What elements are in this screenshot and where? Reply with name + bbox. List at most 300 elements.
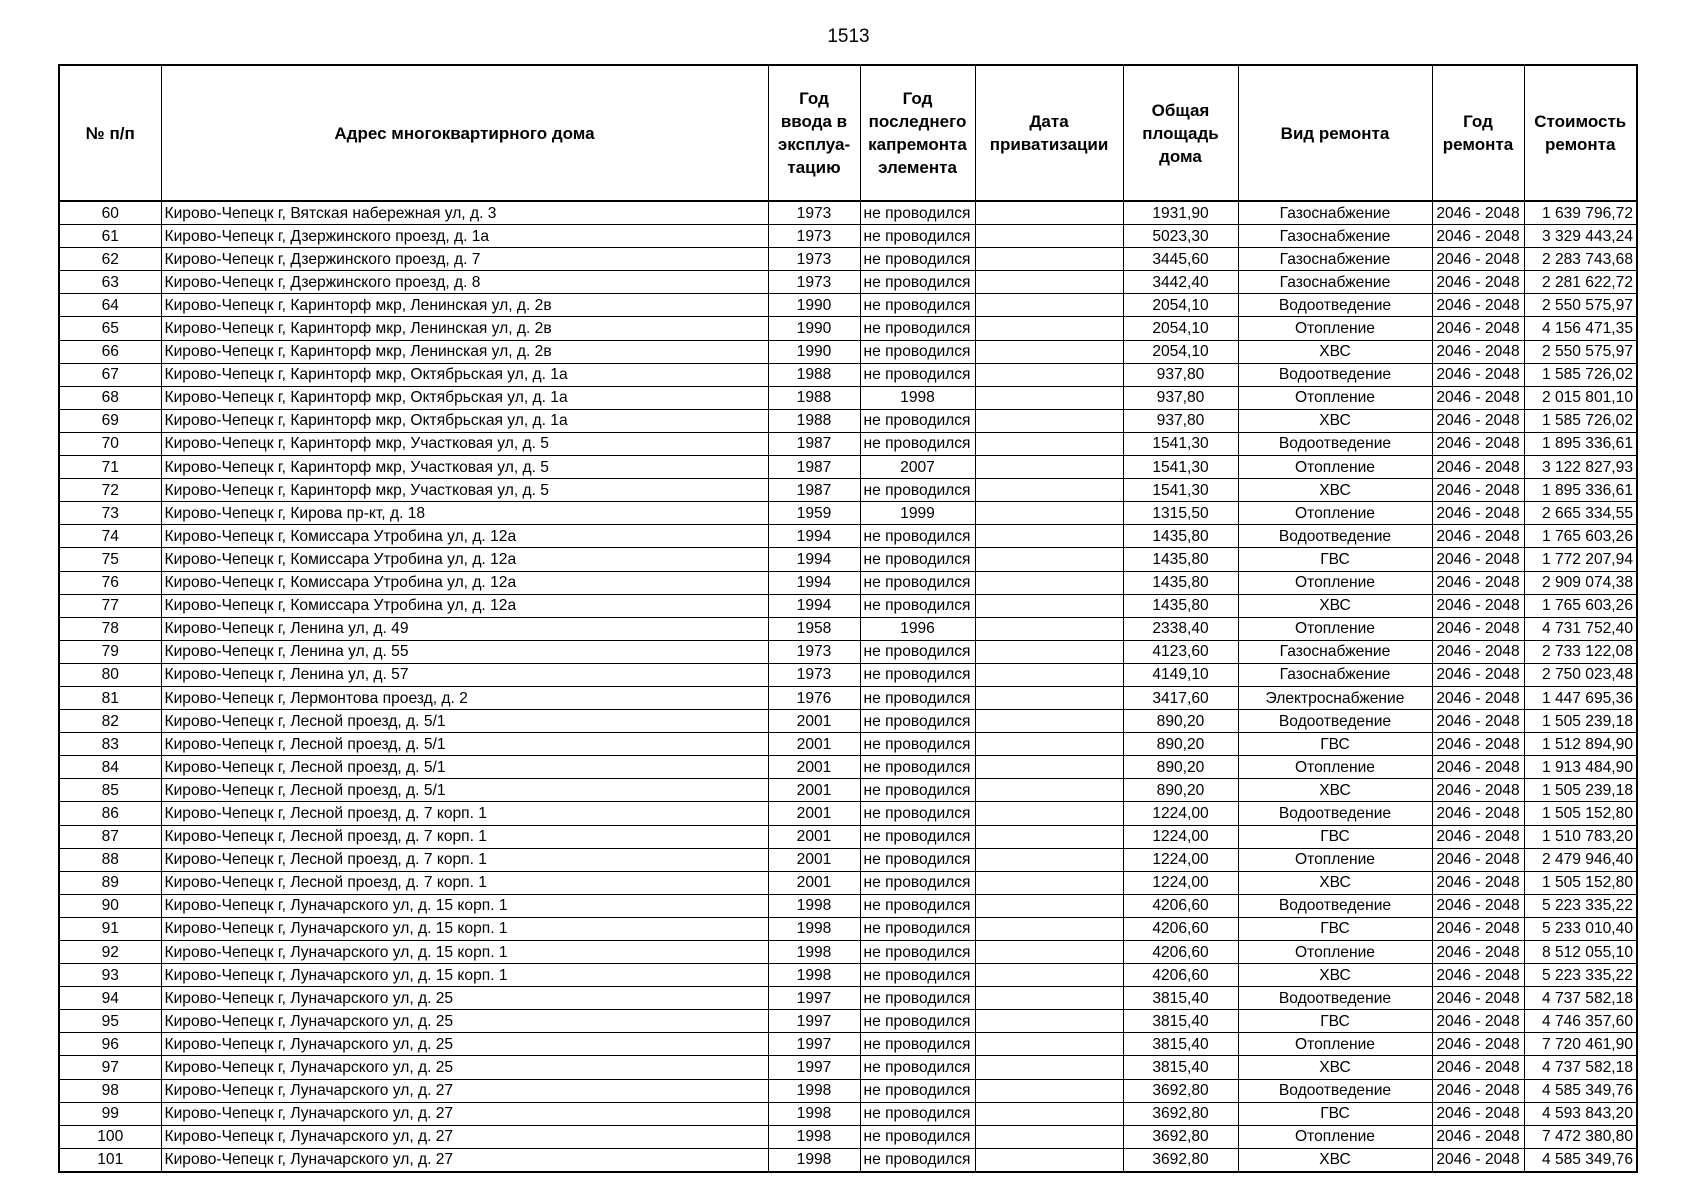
cell-address: Кирово-Чепецк г, Каринторф мкр, Ленинская ул, д. 2в xyxy=(161,294,768,317)
cell-area: 4206,60 xyxy=(1123,894,1238,917)
cell-repair-year: 2046 - 2048 xyxy=(1432,432,1524,455)
table-row xyxy=(59,710,1637,733)
cell-repair-year: 2046 - 2048 xyxy=(1432,1125,1524,1148)
cell-privatization xyxy=(975,825,1123,848)
cell-num: 96 xyxy=(59,1033,161,1056)
cell-area: 4123,60 xyxy=(1123,640,1238,663)
cell-num: 94 xyxy=(59,987,161,1010)
cell-num: 75 xyxy=(59,548,161,571)
cell-num: 81 xyxy=(59,686,161,709)
cell-repair-year: 2046 - 2048 xyxy=(1432,386,1524,409)
cell-address: Кирово-Чепецк г, Каринторф мкр, Октябрьская ул, д. 1а xyxy=(161,409,768,432)
cell-last-repair: не проводился xyxy=(860,848,975,871)
cell-repair-year: 2046 - 2048 xyxy=(1432,594,1524,617)
cell-repair-year: 2046 - 2048 xyxy=(1432,733,1524,756)
cell-repair-type: ХВС xyxy=(1238,409,1432,432)
cell-repair-year: 2046 - 2048 xyxy=(1432,987,1524,1010)
cell-repair-year: 2046 - 2048 xyxy=(1432,317,1524,340)
cell-address: Кирово-Чепецк г, Лесной проезд, д. 5/1 xyxy=(161,710,768,733)
cell-address: Кирово-Чепецк г, Дзержинского проезд, д. 8 xyxy=(161,271,768,294)
header-last-repair: Год последнего капремонта элемента xyxy=(860,65,975,201)
cell-privatization xyxy=(975,201,1123,225)
cell-num: 68 xyxy=(59,386,161,409)
cell-repair-year: 2046 - 2048 xyxy=(1432,548,1524,571)
cell-num: 93 xyxy=(59,964,161,987)
cell-address: Кирово-Чепецк г, Луначарского ул, д. 25 xyxy=(161,987,768,1010)
cell-privatization xyxy=(975,617,1123,640)
cell-last-repair: не проводился xyxy=(860,340,975,363)
cell-address: Кирово-Чепецк г, Ленина ул, д. 49 xyxy=(161,617,768,640)
cell-last-repair: 1999 xyxy=(860,502,975,525)
cell-repair-year: 2046 - 2048 xyxy=(1432,617,1524,640)
table-row xyxy=(59,733,1637,756)
cell-num: 97 xyxy=(59,1056,161,1079)
cell-privatization xyxy=(975,756,1123,779)
table-row xyxy=(59,894,1637,917)
cell-area: 5023,30 xyxy=(1123,225,1238,248)
cell-last-repair: не проводился xyxy=(860,825,975,848)
cell-address: Кирово-Чепецк г, Лесной проезд, д. 7 корп. 1 xyxy=(161,802,768,825)
cell-repair-year: 2046 - 2048 xyxy=(1432,340,1524,363)
table-row xyxy=(59,779,1637,802)
cell-repair-type: Водоотведение xyxy=(1238,432,1432,455)
cell-repair-type: ХВС xyxy=(1238,1056,1432,1079)
header-address: Адрес многоквартирного дома xyxy=(161,65,768,201)
header-repair-type: Вид ремонта xyxy=(1238,65,1432,201)
cell-last-repair: не проводился xyxy=(860,663,975,686)
table-row xyxy=(59,594,1637,617)
cell-privatization xyxy=(975,964,1123,987)
cell-num: 78 xyxy=(59,617,161,640)
cell-last-repair: 1998 xyxy=(860,386,975,409)
cell-address: Кирово-Чепецк г, Ленина ул, д. 57 xyxy=(161,663,768,686)
table-row xyxy=(59,964,1637,987)
cell-address: Кирово-Чепецк г, Каринторф мкр, Участковая ул, д. 5 xyxy=(161,456,768,479)
cell-area: 3815,40 xyxy=(1123,987,1238,1010)
cell-area: 2054,10 xyxy=(1123,317,1238,340)
cell-cost: 2 665 334,55 xyxy=(1524,502,1637,525)
cell-privatization xyxy=(975,1079,1123,1102)
cell-address: Кирово-Чепецк г, Луначарского ул, д. 15 корп. 1 xyxy=(161,941,768,964)
cell-num: 69 xyxy=(59,409,161,432)
cell-address: Кирово-Чепецк г, Комиссара Утробина ул, д. 12а xyxy=(161,525,768,548)
cell-num: 63 xyxy=(59,271,161,294)
cell-cost: 1 765 603,26 xyxy=(1524,594,1637,617)
cell-year-built: 1997 xyxy=(768,1010,860,1033)
cell-last-repair: не проводился xyxy=(860,1148,975,1172)
cell-repair-year: 2046 - 2048 xyxy=(1432,917,1524,940)
cell-area: 3692,80 xyxy=(1123,1148,1238,1172)
cell-repair-year: 2046 - 2048 xyxy=(1432,1033,1524,1056)
cell-repair-year: 2046 - 2048 xyxy=(1432,571,1524,594)
cell-year-built: 1997 xyxy=(768,987,860,1010)
cell-year-built: 2001 xyxy=(768,825,860,848)
table-row xyxy=(59,756,1637,779)
cell-privatization xyxy=(975,386,1123,409)
cell-area: 3815,40 xyxy=(1123,1056,1238,1079)
cell-address: Кирово-Чепецк г, Комиссара Утробина ул, д. 12а xyxy=(161,571,768,594)
cell-address: Кирово-Чепецк г, Комиссара Утробина ул, д. 12а xyxy=(161,594,768,617)
cell-address: Кирово-Чепецк г, Луначарского ул, д. 25 xyxy=(161,1033,768,1056)
cell-repair-type: Водоотведение xyxy=(1238,710,1432,733)
cell-repair-type: Газоснабжение xyxy=(1238,663,1432,686)
cell-privatization xyxy=(975,1033,1123,1056)
cell-year-built: 1988 xyxy=(768,363,860,386)
cell-address: Кирово-Чепецк г, Каринторф мкр, Участковая ул, д. 5 xyxy=(161,479,768,502)
cell-last-repair: не проводился xyxy=(860,363,975,386)
cell-repair-type: Отопление xyxy=(1238,617,1432,640)
table-row xyxy=(59,1125,1637,1148)
cell-area: 1224,00 xyxy=(1123,848,1238,871)
cell-repair-type: Водоотведение xyxy=(1238,363,1432,386)
cell-last-repair: не проводился xyxy=(860,640,975,663)
cell-cost: 5 233 010,40 xyxy=(1524,917,1637,940)
cell-repair-year: 2046 - 2048 xyxy=(1432,201,1524,225)
cell-address: Кирово-Чепецк г, Луначарского ул, д. 15 корп. 1 xyxy=(161,917,768,940)
cell-num: 74 xyxy=(59,525,161,548)
cell-cost: 5 223 335,22 xyxy=(1524,894,1637,917)
cell-repair-year: 2046 - 2048 xyxy=(1432,502,1524,525)
cell-year-built: 1997 xyxy=(768,1056,860,1079)
cell-year-built: 2001 xyxy=(768,756,860,779)
table-row xyxy=(59,340,1637,363)
cell-cost: 4 737 582,18 xyxy=(1524,1056,1637,1079)
cell-num: 88 xyxy=(59,848,161,871)
cell-num: 87 xyxy=(59,825,161,848)
cell-address: Кирово-Чепецк г, Луначарского ул, д. 15 корп. 1 xyxy=(161,964,768,987)
cell-repair-type: ХВС xyxy=(1238,594,1432,617)
cell-year-built: 2001 xyxy=(768,871,860,894)
cell-last-repair: не проводился xyxy=(860,871,975,894)
cell-cost: 4 585 349,76 xyxy=(1524,1079,1637,1102)
cell-area: 1315,50 xyxy=(1123,502,1238,525)
cell-repair-year: 2046 - 2048 xyxy=(1432,848,1524,871)
cell-year-built: 1973 xyxy=(768,663,860,686)
cell-area: 1224,00 xyxy=(1123,871,1238,894)
cell-year-built: 1990 xyxy=(768,340,860,363)
cell-year-built: 1973 xyxy=(768,201,860,225)
cell-cost: 5 223 335,22 xyxy=(1524,964,1637,987)
cell-num: 100 xyxy=(59,1125,161,1148)
cell-last-repair: не проводился xyxy=(860,894,975,917)
cell-area: 1435,80 xyxy=(1123,525,1238,548)
cell-privatization xyxy=(975,548,1123,571)
table-row xyxy=(59,686,1637,709)
table-row xyxy=(59,1079,1637,1102)
header-repair-year: Год ремонта xyxy=(1432,65,1524,201)
repair-table xyxy=(58,64,1638,1173)
cell-cost: 4 156 471,35 xyxy=(1524,317,1637,340)
cell-repair-year: 2046 - 2048 xyxy=(1432,779,1524,802)
cell-year-built: 1987 xyxy=(768,456,860,479)
cell-year-built: 2001 xyxy=(768,710,860,733)
cell-last-repair: не проводился xyxy=(860,941,975,964)
cell-repair-type: Водоотведение xyxy=(1238,294,1432,317)
table-row xyxy=(59,248,1637,271)
cell-area: 3445,60 xyxy=(1123,248,1238,271)
table-row xyxy=(59,525,1637,548)
cell-repair-type: Отопление xyxy=(1238,386,1432,409)
cell-area: 4206,60 xyxy=(1123,917,1238,940)
cell-area: 3815,40 xyxy=(1123,1010,1238,1033)
cell-privatization xyxy=(975,640,1123,663)
cell-year-built: 1973 xyxy=(768,640,860,663)
cell-year-built: 1994 xyxy=(768,571,860,594)
cell-address: Кирово-Чепецк г, Лесной проезд, д. 5/1 xyxy=(161,733,768,756)
cell-cost: 2 283 743,68 xyxy=(1524,248,1637,271)
cell-last-repair: не проводился xyxy=(860,548,975,571)
cell-address: Кирово-Чепецк г, Каринторф мкр, Ленинская ул, д. 2в xyxy=(161,340,768,363)
cell-repair-type: ХВС xyxy=(1238,964,1432,987)
cell-repair-type: ХВС xyxy=(1238,1148,1432,1172)
table-body xyxy=(59,201,1637,1172)
cell-cost: 2 733 122,08 xyxy=(1524,640,1637,663)
table-row xyxy=(59,1033,1637,1056)
table-row xyxy=(59,271,1637,294)
cell-year-built: 1997 xyxy=(768,1033,860,1056)
cell-address: Кирово-Чепецк г, Дзержинского проезд, д. 1а xyxy=(161,225,768,248)
cell-area: 1224,00 xyxy=(1123,802,1238,825)
cell-address: Кирово-Чепецк г, Луначарского ул, д. 27 xyxy=(161,1148,768,1172)
cell-repair-type: Газоснабжение xyxy=(1238,225,1432,248)
cell-last-repair: не проводился xyxy=(860,201,975,225)
cell-repair-type: ГВС xyxy=(1238,1010,1432,1033)
table-row xyxy=(59,479,1637,502)
table-row xyxy=(59,363,1637,386)
cell-repair-type: ГВС xyxy=(1238,917,1432,940)
cell-privatization xyxy=(975,802,1123,825)
cell-num: 66 xyxy=(59,340,161,363)
cell-repair-year: 2046 - 2048 xyxy=(1432,894,1524,917)
cell-address: Кирово-Чепецк г, Луначарского ул, д. 27 xyxy=(161,1102,768,1125)
cell-repair-type: ХВС xyxy=(1238,340,1432,363)
cell-address: Кирово-Чепецк г, Кирова пр-кт, д. 18 xyxy=(161,502,768,525)
cell-privatization xyxy=(975,1102,1123,1125)
cell-last-repair: не проводился xyxy=(860,525,975,548)
cell-year-built: 1988 xyxy=(768,386,860,409)
cell-year-built: 1976 xyxy=(768,686,860,709)
cell-last-repair: не проводился xyxy=(860,317,975,340)
cell-cost: 1 505 239,18 xyxy=(1524,779,1637,802)
cell-area: 937,80 xyxy=(1123,409,1238,432)
cell-last-repair: не проводился xyxy=(860,756,975,779)
cell-repair-year: 2046 - 2048 xyxy=(1432,710,1524,733)
cell-privatization xyxy=(975,294,1123,317)
cell-address: Кирово-Чепецк г, Каринторф мкр, Октябрьская ул, д. 1а xyxy=(161,363,768,386)
cell-cost: 2 750 023,48 xyxy=(1524,663,1637,686)
cell-num: 76 xyxy=(59,571,161,594)
cell-cost: 1 772 207,94 xyxy=(1524,548,1637,571)
cell-num: 70 xyxy=(59,432,161,455)
cell-num: 92 xyxy=(59,941,161,964)
cell-last-repair: не проводился xyxy=(860,409,975,432)
cell-repair-type: Водоотведение xyxy=(1238,987,1432,1010)
cell-year-built: 1987 xyxy=(768,479,860,502)
cell-privatization xyxy=(975,571,1123,594)
cell-num: 64 xyxy=(59,294,161,317)
cell-address: Кирово-Чепецк г, Лесной проезд, д. 5/1 xyxy=(161,779,768,802)
cell-repair-type: Отопление xyxy=(1238,941,1432,964)
cell-area: 1931,90 xyxy=(1123,201,1238,225)
cell-last-repair: не проводился xyxy=(860,225,975,248)
cell-repair-type: Водоотведение xyxy=(1238,802,1432,825)
cell-last-repair: не проводился xyxy=(860,1125,975,1148)
cell-last-repair: не проводился xyxy=(860,432,975,455)
cell-repair-year: 2046 - 2048 xyxy=(1432,871,1524,894)
cell-privatization xyxy=(975,686,1123,709)
cell-year-built: 1998 xyxy=(768,894,860,917)
cell-num: 77 xyxy=(59,594,161,617)
table-row xyxy=(59,456,1637,479)
cell-num: 84 xyxy=(59,756,161,779)
table-row xyxy=(59,1056,1637,1079)
cell-repair-year: 2046 - 2048 xyxy=(1432,825,1524,848)
cell-address: Кирово-Чепецк г, Каринторф мкр, Октябрьская ул, д. 1а xyxy=(161,386,768,409)
cell-cost: 1 505 152,80 xyxy=(1524,802,1637,825)
table-row xyxy=(59,409,1637,432)
cell-privatization xyxy=(975,340,1123,363)
cell-cost: 2 909 074,38 xyxy=(1524,571,1637,594)
cell-year-built: 1998 xyxy=(768,1125,860,1148)
cell-privatization xyxy=(975,894,1123,917)
cell-repair-year: 2046 - 2048 xyxy=(1432,271,1524,294)
cell-last-repair: не проводился xyxy=(860,1033,975,1056)
cell-num: 60 xyxy=(59,201,161,225)
cell-last-repair: не проводился xyxy=(860,1079,975,1102)
cell-repair-year: 2046 - 2048 xyxy=(1432,1148,1524,1172)
cell-privatization xyxy=(975,479,1123,502)
cell-num: 90 xyxy=(59,894,161,917)
cell-area: 2338,40 xyxy=(1123,617,1238,640)
cell-repair-year: 2046 - 2048 xyxy=(1432,1056,1524,1079)
table-row xyxy=(59,432,1637,455)
cell-repair-type: Отопление xyxy=(1238,456,1432,479)
table-row xyxy=(59,294,1637,317)
cell-privatization xyxy=(975,363,1123,386)
cell-privatization xyxy=(975,271,1123,294)
cell-area: 4206,60 xyxy=(1123,964,1238,987)
cell-last-repair: 2007 xyxy=(860,456,975,479)
cell-last-repair: не проводился xyxy=(860,294,975,317)
cell-address: Кирово-Чепецк г, Луначарского ул, д. 15 корп. 1 xyxy=(161,894,768,917)
cell-year-built: 1973 xyxy=(768,271,860,294)
cell-last-repair: не проводился xyxy=(860,248,975,271)
cell-repair-year: 2046 - 2048 xyxy=(1432,640,1524,663)
cell-cost: 1 913 484,90 xyxy=(1524,756,1637,779)
cell-area: 1435,80 xyxy=(1123,548,1238,571)
cell-address: Кирово-Чепецк г, Каринторф мкр, Участковая ул, д. 5 xyxy=(161,432,768,455)
cell-area: 937,80 xyxy=(1123,386,1238,409)
cell-last-repair: не проводился xyxy=(860,1056,975,1079)
table-row xyxy=(59,201,1637,225)
cell-year-built: 1998 xyxy=(768,1148,860,1172)
cell-repair-type: Водоотведение xyxy=(1238,525,1432,548)
cell-cost: 4 585 349,76 xyxy=(1524,1148,1637,1172)
table-row xyxy=(59,1102,1637,1125)
cell-num: 82 xyxy=(59,710,161,733)
table-row xyxy=(59,1148,1637,1172)
cell-area: 890,20 xyxy=(1123,710,1238,733)
cell-year-built: 1987 xyxy=(768,432,860,455)
cell-last-repair: не проводился xyxy=(860,479,975,502)
cell-area: 1541,30 xyxy=(1123,479,1238,502)
cell-cost: 3 122 827,93 xyxy=(1524,456,1637,479)
header-privatization: Дата приватизации xyxy=(975,65,1123,201)
cell-num: 99 xyxy=(59,1102,161,1125)
cell-address: Кирово-Чепецк г, Ленина ул, д. 55 xyxy=(161,640,768,663)
cell-repair-year: 2046 - 2048 xyxy=(1432,1102,1524,1125)
cell-num: 86 xyxy=(59,802,161,825)
cell-repair-type: Газоснабжение xyxy=(1238,640,1432,663)
cell-repair-year: 2046 - 2048 xyxy=(1432,1079,1524,1102)
cell-cost: 1 639 796,72 xyxy=(1524,201,1637,225)
cell-address: Кирово-Чепецк г, Лесной проезд, д. 7 корп. 1 xyxy=(161,825,768,848)
table-row xyxy=(59,917,1637,940)
cell-privatization xyxy=(975,594,1123,617)
cell-cost: 1 447 695,36 xyxy=(1524,686,1637,709)
cell-repair-year: 2046 - 2048 xyxy=(1432,1010,1524,1033)
table-row xyxy=(59,1010,1637,1033)
cell-year-built: 1998 xyxy=(768,917,860,940)
cell-cost: 1 512 894,90 xyxy=(1524,733,1637,756)
cell-privatization xyxy=(975,248,1123,271)
cell-num: 71 xyxy=(59,456,161,479)
table-row xyxy=(59,663,1637,686)
cell-area: 1435,80 xyxy=(1123,571,1238,594)
cell-cost: 1 585 726,02 xyxy=(1524,363,1637,386)
table-row xyxy=(59,386,1637,409)
cell-cost: 2 550 575,97 xyxy=(1524,340,1637,363)
cell-repair-year: 2046 - 2048 xyxy=(1432,409,1524,432)
cell-repair-year: 2046 - 2048 xyxy=(1432,225,1524,248)
cell-privatization xyxy=(975,1010,1123,1033)
table-row xyxy=(59,225,1637,248)
cell-year-built: 1994 xyxy=(768,525,860,548)
cell-address: Кирово-Чепецк г, Лермонтова проезд, д. 2 xyxy=(161,686,768,709)
cell-last-repair: не проводился xyxy=(860,710,975,733)
cell-area: 890,20 xyxy=(1123,779,1238,802)
cell-area: 890,20 xyxy=(1123,733,1238,756)
cell-num: 101 xyxy=(59,1148,161,1172)
cell-repair-year: 2046 - 2048 xyxy=(1432,248,1524,271)
cell-repair-type: ХВС xyxy=(1238,479,1432,502)
cell-repair-type: ГВС xyxy=(1238,548,1432,571)
cell-area: 3815,40 xyxy=(1123,1033,1238,1056)
cell-privatization xyxy=(975,987,1123,1010)
table-row xyxy=(59,502,1637,525)
cell-year-built: 1998 xyxy=(768,1079,860,1102)
cell-repair-year: 2046 - 2048 xyxy=(1432,941,1524,964)
cell-cost: 1 510 783,20 xyxy=(1524,825,1637,848)
cell-privatization xyxy=(975,941,1123,964)
cell-cost: 4 737 582,18 xyxy=(1524,987,1637,1010)
cell-area: 1541,30 xyxy=(1123,456,1238,479)
cell-address: Кирово-Чепецк г, Луначарского ул, д. 27 xyxy=(161,1125,768,1148)
cell-area: 1224,00 xyxy=(1123,825,1238,848)
cell-num: 62 xyxy=(59,248,161,271)
table-row xyxy=(59,571,1637,594)
cell-privatization xyxy=(975,710,1123,733)
cell-privatization xyxy=(975,225,1123,248)
cell-area: 3442,40 xyxy=(1123,271,1238,294)
cell-last-repair: не проводился xyxy=(860,1010,975,1033)
cell-repair-type: Отопление xyxy=(1238,571,1432,594)
cell-cost: 1 765 603,26 xyxy=(1524,525,1637,548)
cell-num: 80 xyxy=(59,663,161,686)
cell-year-built: 1973 xyxy=(768,248,860,271)
cell-cost: 1 585 726,02 xyxy=(1524,409,1637,432)
cell-privatization xyxy=(975,1148,1123,1172)
